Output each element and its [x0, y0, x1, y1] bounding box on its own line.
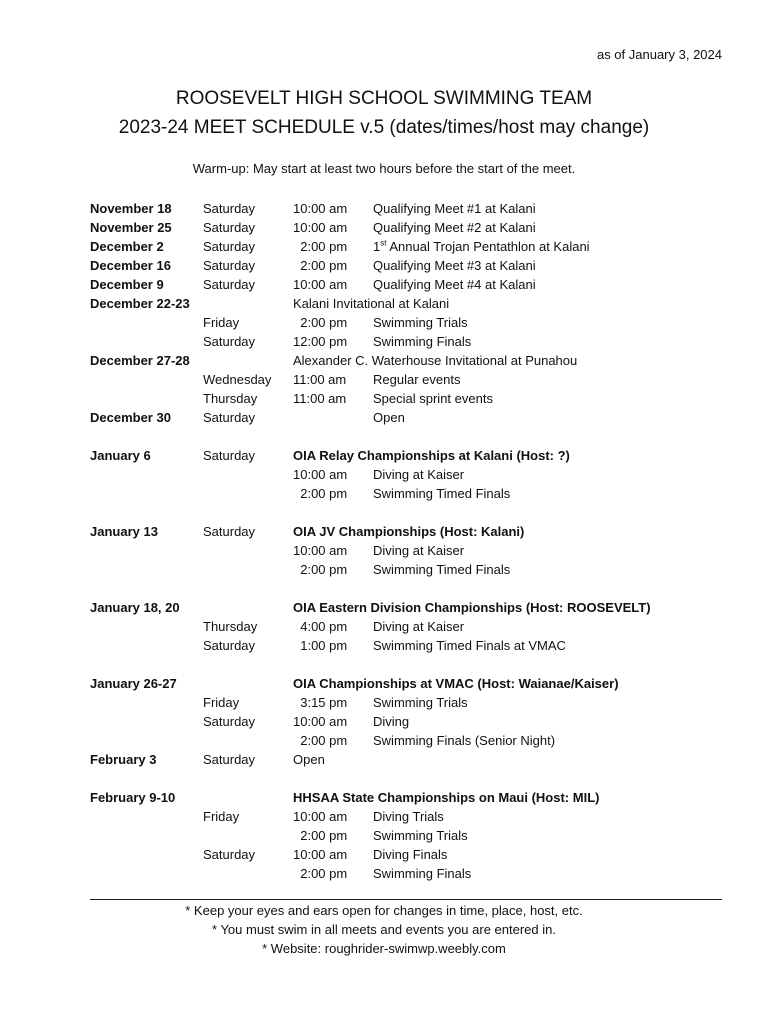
- meet-event: Swimming Finals: [373, 866, 472, 881]
- meet-day: Saturday: [203, 258, 256, 273]
- meet-time: 2:00 pm: [293, 866, 348, 881]
- schedule-row: [90, 712, 730, 731]
- meet-event: Swimming Timed Finals: [373, 562, 511, 577]
- meet-time: 11:00 am: [293, 391, 347, 406]
- meet-event: Diving at Kaiser: [373, 543, 465, 558]
- schedule-row: [90, 845, 730, 864]
- meet-time: 11:00 am: [293, 372, 347, 387]
- footer-note-attendance: * You must swim in all meets and events you are entered in.: [212, 922, 556, 937]
- meet-time: 2:00 pm: [293, 486, 348, 501]
- meet-event: Swimming Timed Finals: [373, 486, 511, 501]
- meet-date: November 25: [90, 220, 172, 235]
- meet-time: 1:00 pm: [293, 638, 348, 653]
- event-ordinal-suffix: st: [380, 238, 387, 248]
- schedule-row: [90, 788, 730, 807]
- meet-date: January 26-27: [90, 676, 177, 691]
- meet-date: January 13: [90, 524, 158, 539]
- meet-day: Saturday: [203, 448, 256, 463]
- meet-event: Qualifying Meet #3 at Kalani: [373, 258, 536, 273]
- meet-event: Diving at Kaiser: [373, 467, 465, 482]
- event-ordinal: 1: [373, 239, 381, 254]
- meet-day: Friday: [203, 695, 240, 710]
- meet-day: Thursday: [203, 619, 258, 634]
- meet-date: February 9-10: [90, 790, 176, 805]
- meet-date: February 3: [90, 752, 157, 767]
- meet-time: 12:00 pm: [293, 334, 348, 349]
- schedule-row: [90, 408, 730, 427]
- meet-time: 10:00 am: [293, 847, 348, 862]
- meet-name: OIA JV Championships (Host: Kalani): [293, 524, 525, 539]
- meet-event: Open: [373, 410, 405, 425]
- schedule-row: [90, 351, 730, 370]
- meet-time: 4:00 pm: [293, 619, 348, 634]
- schedule-spacer: [90, 579, 730, 598]
- meet-day: Saturday: [203, 334, 256, 349]
- meet-day: Saturday: [203, 714, 256, 729]
- meet-date: December 16: [90, 258, 171, 273]
- schedule-row: [90, 484, 730, 503]
- meet-time: 2:00 pm: [293, 239, 348, 254]
- meet-day: Saturday: [203, 847, 256, 862]
- meet-day: Wednesday: [203, 372, 272, 387]
- meet-date: December 27-28: [90, 353, 190, 368]
- meet-time: 2:00 pm: [293, 258, 348, 273]
- meet-time: 2:00 pm: [293, 733, 348, 748]
- schedule-row: [90, 446, 730, 465]
- page-subtitle: 2023-24 MEET SCHEDULE v.5 (dates/times/host may change): [118, 117, 650, 138]
- meet-event: Regular events: [373, 372, 461, 387]
- meet-day: Friday: [203, 315, 240, 330]
- schedule-row: [90, 636, 730, 655]
- meet-name: Alexander C. Waterhouse Invitational at Punahou: [293, 353, 578, 368]
- warmup-note: Warm-up: May start at least two hours before the start of the meet.: [192, 161, 576, 176]
- schedule-spacer: [90, 503, 730, 522]
- page-title: ROOSEVELT HIGH SCHOOL SWIMMING TEAM: [175, 88, 593, 109]
- schedule-row: [90, 313, 730, 332]
- meet-time: 3:15 pm: [293, 695, 348, 710]
- meet-event: Qualifying Meet #2 at Kalani: [373, 220, 536, 235]
- schedule-row: [90, 389, 730, 408]
- meet-event: Swimming Timed Finals at VMAC: [373, 638, 566, 653]
- schedule-row: [90, 864, 730, 883]
- meet-date: December 22-23: [90, 296, 190, 311]
- meet-date: December 9: [90, 277, 164, 292]
- meet-name: OIA Relay Championships at Kalani (Host: ?): [293, 448, 570, 463]
- schedule-row: [90, 598, 730, 617]
- meet-event: Special sprint events: [373, 391, 493, 406]
- schedule-row: [90, 731, 730, 750]
- schedule-row: [90, 370, 730, 389]
- meet-name: HHSAA State Championships on Maui (Host: MIL): [293, 790, 600, 805]
- schedule-spacer: [90, 769, 730, 788]
- schedule-row: [90, 256, 730, 275]
- meet-day: Saturday: [203, 410, 256, 425]
- schedule-row: [90, 332, 730, 351]
- meet-event: Diving at Kaiser: [373, 619, 465, 634]
- schedule-spacer: [90, 427, 730, 446]
- meet-event: Swimming Trials: [373, 695, 468, 710]
- schedule-row: [90, 218, 730, 237]
- footer-note-changes: * Keep your eyes and ears open for changes in time, place, host, etc.: [185, 903, 583, 918]
- meet-schedule: [90, 199, 730, 883]
- meet-date: December 2: [90, 239, 164, 254]
- meet-name: Kalani Invitational at Kalani: [293, 296, 450, 311]
- schedule-row: [90, 522, 730, 541]
- schedule-row: [90, 826, 730, 845]
- meet-date: December 30: [90, 410, 171, 425]
- meet-time: 2:00 pm: [293, 562, 348, 577]
- meet-time: 10:00 am: [293, 201, 348, 216]
- meet-day: Saturday: [203, 752, 256, 767]
- schedule-row: [90, 560, 730, 579]
- footer-divider: [90, 899, 722, 900]
- schedule-row: [90, 807, 730, 826]
- as-of-date: as of January 3, 2024: [596, 47, 722, 62]
- meet-name: Open: [293, 752, 325, 767]
- schedule-spacer: [90, 655, 730, 674]
- schedule-row: [90, 275, 730, 294]
- event-text: Annual Trojan Pentathlon at Kalani: [386, 239, 590, 254]
- schedule-row: [90, 750, 730, 769]
- meet-time: 10:00 am: [293, 809, 348, 824]
- meet-time: 10:00 am: [293, 714, 348, 729]
- meet-event: Qualifying Meet #1 at Kalani: [373, 201, 536, 216]
- meet-day: Saturday: [203, 220, 256, 235]
- meet-event: Diving: [373, 714, 410, 729]
- meet-date: January 6: [90, 448, 151, 463]
- meet-time: 10:00 am: [293, 543, 348, 558]
- meet-day: Saturday: [203, 524, 256, 539]
- schedule-row: [90, 465, 730, 484]
- schedule-row: [90, 237, 730, 256]
- meet-day: Thursday: [203, 391, 258, 406]
- meet-event: Swimming Finals: [373, 334, 472, 349]
- meet-event: Swimming Trials: [373, 315, 468, 330]
- meet-time: 10:00 am: [293, 467, 348, 482]
- meet-time: 2:00 pm: [293, 315, 348, 330]
- schedule-row: [90, 199, 730, 218]
- schedule-row: [90, 617, 730, 636]
- meet-day: Friday: [203, 809, 240, 824]
- meet-date: November 18: [90, 201, 172, 216]
- schedule-row: [90, 294, 730, 313]
- schedule-row: [90, 674, 730, 693]
- meet-event: Diving Trials: [373, 809, 444, 824]
- meet-date: January 18, 20: [90, 600, 180, 615]
- meet-event: Qualifying Meet #4 at Kalani: [373, 277, 536, 292]
- meet-time: 2:00 pm: [293, 828, 348, 843]
- meet-day: Saturday: [203, 201, 256, 216]
- meet-event: Swimming Finals (Senior Night): [373, 733, 556, 748]
- meet-name: OIA Eastern Division Championships (Host: ROOSEVELT): [293, 600, 651, 615]
- meet-day: Saturday: [203, 638, 256, 653]
- meet-day: Saturday: [203, 277, 256, 292]
- footer-website: * Website: roughrider-swimwp.weebly.com: [262, 941, 506, 956]
- meet-time: 10:00 am: [293, 220, 348, 235]
- schedule-row: [90, 693, 730, 712]
- meet-name: OIA Championships at VMAC (Host: Waianae/Kaiser): [293, 676, 619, 691]
- meet-event: [373, 237, 590, 256]
- meet-time: 10:00 am: [293, 277, 348, 292]
- schedule-row: [90, 541, 730, 560]
- meet-day: Saturday: [203, 239, 256, 254]
- meet-event: Diving Finals: [373, 847, 448, 862]
- meet-event: Swimming Trials: [373, 828, 468, 843]
